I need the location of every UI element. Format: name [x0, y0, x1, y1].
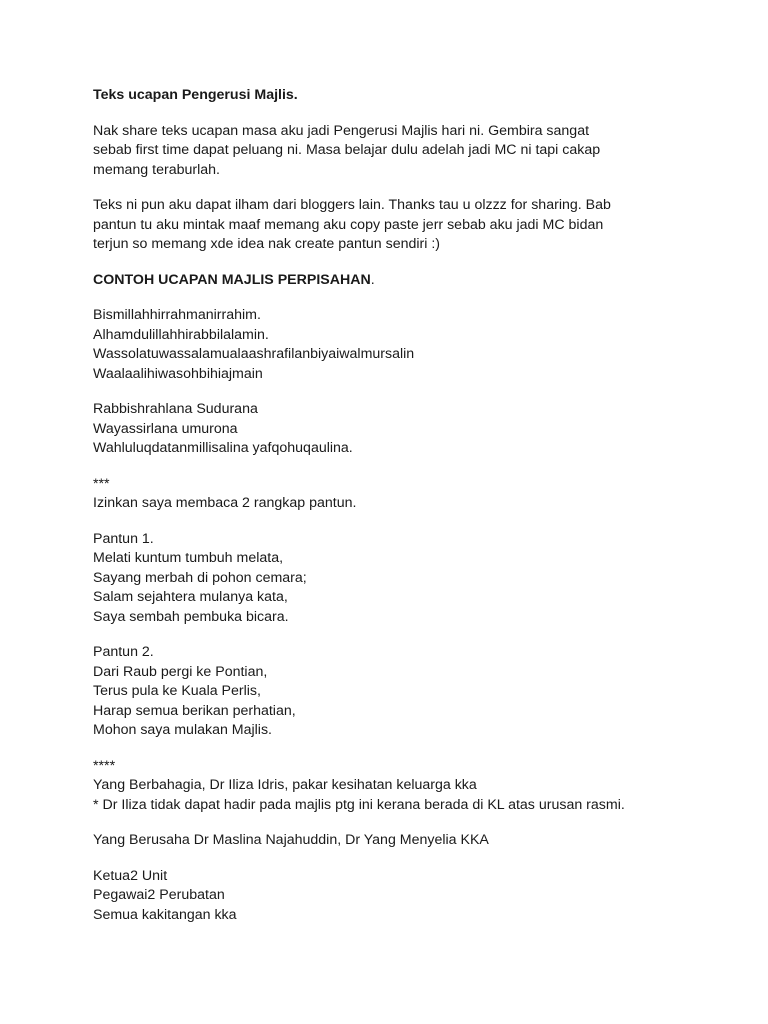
text-line: Yang Berbahagia, Dr Iliza Idris, pakar kesihatan keluarga kka — [93, 777, 477, 793]
pantun-intro — [93, 475, 733, 514]
doa-block — [93, 400, 733, 459]
text-line: Dari Raub pergi ke Pontian, — [93, 663, 268, 680]
text-line: Salam sejahtera mulanya kata, — [93, 589, 288, 605]
intro-paragraph — [93, 122, 733, 181]
text-line: Terus pula ke Kuala Perlis, — [93, 683, 261, 699]
pantun-2 — [93, 643, 733, 741]
text-line: *** — [93, 475, 110, 492]
salutation-2 — [93, 831, 733, 851]
salutation-1 — [93, 757, 733, 816]
text-line: Melati kuntum tumbuh melata, — [93, 550, 284, 566]
text-line: Wayassirlana umurona — [93, 420, 238, 437]
text-line: sebab first time dapat peluang ni. Masa belajar dulu adelah jadi MC ni tapi cakap — [93, 142, 601, 158]
opening-prayer — [93, 306, 733, 384]
text-line: Harap semua berikan perhatian, — [93, 702, 296, 719]
text-line: Pantun 2. — [93, 644, 154, 660]
text-line: **** — [93, 757, 116, 774]
text-line: Ketua2 Unit — [93, 867, 168, 884]
text-line: Wassolatuwassalamualaashrafilanbiyaiwalmursalin — [93, 346, 415, 362]
text-line: Nak share teks ucapan masa aku jadi Pengerusi Majlis hari ni. Gembira sangat — [93, 122, 590, 139]
section-heading — [93, 271, 733, 291]
section-heading-suffix: . — [370, 271, 375, 288]
text-line: Teks ni pun aku dapat ilham dari bloggers lain. Thanks tau u olzzz for sharing. Bab — [93, 197, 611, 213]
text-line: pantun tu aku mintak maaf memang aku copy paste jerr sebab aku jadi MC bidan — [93, 216, 604, 233]
second-paragraph — [93, 196, 733, 255]
section-heading-text: CONTOH UCAPAN MAJLIS PERPISAHAN — [93, 271, 371, 288]
text-line: Waalaalihiwasohbihiajmain — [93, 365, 263, 382]
document-title: Teks ucapan Pengerusi Majlis. — [93, 87, 298, 103]
text-line: Saya sembah pembuka bicara. — [93, 608, 289, 625]
text-line: Sayang merbah di pohon cemara; — [93, 569, 307, 586]
text-line: Mohon saya mulakan Majlis. — [93, 722, 272, 738]
text-line: Yang Berusaha Dr Maslina Najahuddin, Dr Yang Menyelia KKA — [93, 832, 489, 848]
text-line: Rabbishrahlana Sudurana — [93, 401, 258, 417]
text-line: Wahluluqdatanmillisalina yafqohuqaulina. — [93, 440, 353, 456]
text-line: Bismillahhirrahmanirrahim. — [93, 307, 261, 323]
text-line: Pegawai2 Perubatan — [93, 887, 225, 903]
document-page — [93, 86, 733, 941]
text-line: * Dr Iliza tidak dapat hadir pada majlis ptg ini kerana berada di KL atas urusan rasmi. — [93, 796, 625, 813]
text-line: Pantun 1. — [93, 530, 154, 547]
text-line: Semua kakitangan kka — [93, 906, 237, 923]
text-line: terjun so memang xde idea nak create pantun sendiri :) — [93, 236, 441, 252]
pantun-1 — [93, 530, 733, 628]
text-line: memang teraburlah. — [93, 161, 220, 178]
salutation-3 — [93, 867, 733, 926]
text-line: Izinkan saya membaca 2 rangkap pantun. — [93, 495, 357, 511]
text-line: Alhamdulillahhirabbilalamin. — [93, 326, 269, 343]
